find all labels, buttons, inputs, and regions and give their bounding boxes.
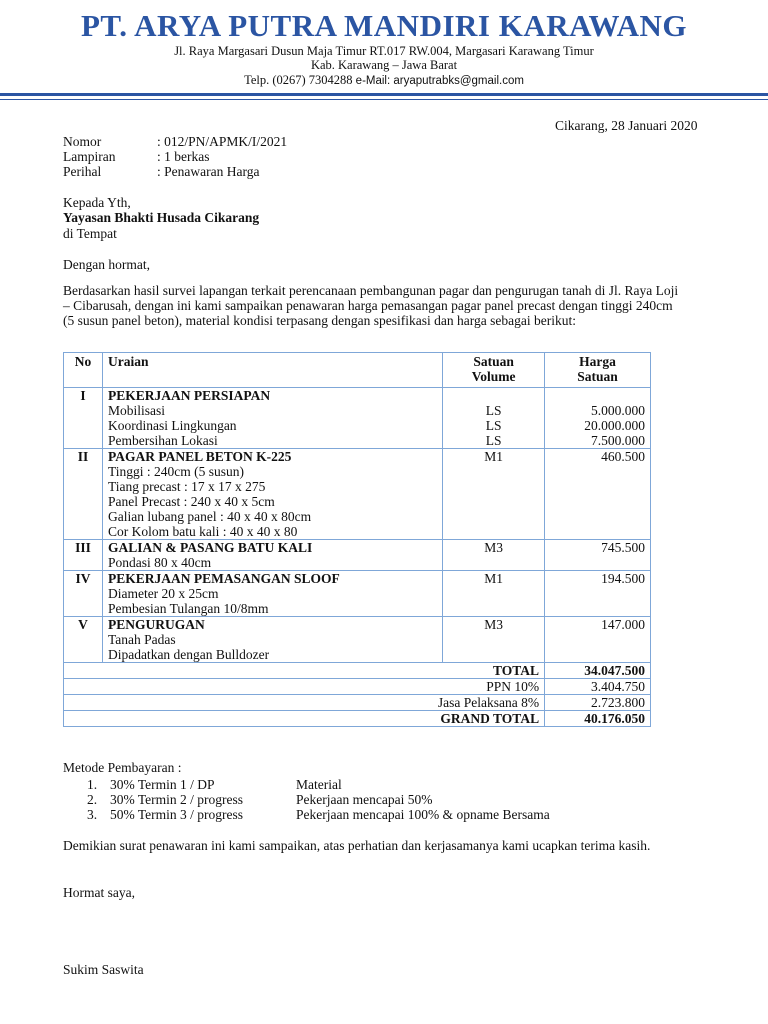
company-address-line-1: Jl. Raya Margasari Dusun Maja Timur RT.017 RW.004, Margasari Karawang Timur [174,44,594,58]
summary-row-ppn [64,679,651,695]
section-desc: PEKERJAAN PERSIAPAN Mobilisasi Koordinasi Lingkungan Pembersihan Lokasi [102,388,442,449]
section-unit: M3 [443,617,545,663]
company-phone: Telp. (0267) 7304288 [244,73,353,87]
section-no: III [64,540,103,571]
section-price: 147.000 [545,617,651,663]
table-row-section-5 [64,617,651,663]
section-no: IV [64,571,103,617]
recipient-name: Yayasan Bhakti Husada Cikarang [63,210,260,225]
recipient-place: di Tempat [63,226,117,241]
section-desc: PENGURUGAN Tanah Padas Dipadatkan dengan Bulldozer [102,617,442,663]
header-desc: Uraian [102,353,442,388]
section-unit: M3 [443,540,545,571]
section-unit: LS LS LS [443,388,545,449]
letterhead-divider-thin [0,99,768,100]
meta-value-lampiran: : 1 berkas [157,149,210,164]
payment-title: Metode Pembayaran : [63,760,182,775]
salutation: Dengan hormat, [63,257,150,272]
section-no: V [64,617,103,663]
summary-value: 34.047.500 [545,663,651,679]
intro-line-1: Berdasarkan hasil survei lapangan terkait perencanaan pembangunan pagar dan pengurugan tanah di Jl. Raya Loji [63,283,679,298]
company-name: PT. ARYA PUTRA MANDIRI KARAWANG [80,8,688,43]
payment-term: 50% Termin 3 / progress [110,807,244,822]
table-row-section-1 [64,388,651,449]
payment-term-desc: Material [296,777,342,792]
letter-date: Cikarang, 28 Januari 2020 [555,118,698,133]
section-unit: M1 [443,571,545,617]
payment-term: 30% Termin 1 / DP [110,777,215,792]
header-price: Harga Satuan [545,353,651,388]
letterhead-divider-thick [0,93,768,96]
table-row-section-2 [64,449,651,540]
summary-value: 40.176.050 [545,711,651,727]
closing-paragraph: Demikian surat penawaran ini kami sampaikan, atas perhatian dan kerjasamanya kami ucapkan terima kasih. [63,838,651,853]
summary-label: GRAND TOTAL [64,711,545,727]
summary-label: PPN 10% [64,679,545,695]
section-desc: PEKERJAAN PEMASANGAN SLOOF Diameter 20 x 25cm Pembesian Tulangan 10/8mm [102,571,442,617]
meta-label-lampiran: Lampiran [63,149,116,164]
recipient-greeting: Kepada Yth, [63,195,131,210]
meta-value-nomor: : 012/PN/APMK/I/2021 [157,134,288,149]
meta-value-perihal: : Penawaran Harga [157,164,260,179]
price-offer-table [63,352,651,727]
company-contact [0,73,768,88]
header-unit: Satuan Volume [443,353,545,388]
section-unit: M1 [443,449,545,540]
payment-term-num: 2. [87,792,98,807]
meta-label-nomor: Nomor [63,134,102,149]
summary-row-total [64,663,651,679]
section-price: 194.500 [545,571,651,617]
payment-term-num: 1. [87,777,98,792]
table-row-section-3 [64,540,651,571]
summary-value: 3.404.750 [545,679,651,695]
table-header-row [64,353,651,388]
meta-label-perihal: Perihal [63,164,102,179]
section-no: II [64,449,103,540]
regards: Hormat saya, [63,885,135,900]
intro-line-2: – Cibarusah, dengan ini kami sampaikan penawaran harga pemasangan pagar panel precast dengan tinggi 240cm [63,298,673,313]
section-price: 5.000.000 20.000.000 7.500.000 [545,388,651,449]
summary-row-grand-total [64,711,651,727]
intro-line-3: (5 susun panel beton), material kondisi terpasang dengan spesifikasi dan harga sebagai berikut: [63,313,576,328]
table-row-section-4 [64,571,651,617]
section-desc: PAGAR PANEL BETON K-225 Tinggi : 240cm (5 susun) Tiang precast : 17 x 17 x 275 Panel Precast : 240 x 40 x 5cm Galian lubang panel : 40 x 40 x 80cm Cor Kolom batu kali : 40 x 40 x 80 [102,449,442,540]
payment-term-num: 3. [87,807,98,822]
payment-term-desc: Pekerjaan mencapai 100% & opname Bersama [296,807,550,822]
section-desc: GALIAN & PASANG BATU KALI Pondasi 80 x 40cm [102,540,442,571]
header-no: No [64,353,103,388]
summary-label: TOTAL [64,663,545,679]
signer-name: Sukim Saswita [63,962,144,977]
summary-value: 2.723.800 [545,695,651,711]
company-email: e-Mail: aryaputrabks@gmail.com [355,75,524,87]
payment-term: 30% Termin 2 / progress [110,792,244,807]
section-price: 460.500 [545,449,651,540]
payment-term-desc: Pekerjaan mencapai 50% [296,792,433,807]
section-no: I [64,388,103,449]
company-address-line-2: Kab. Karawang – Jawa Barat [310,58,458,72]
section-price: 745.500 [545,540,651,571]
summary-label: Jasa Pelaksana 8% [64,695,545,711]
summary-row-jasa [64,695,651,711]
